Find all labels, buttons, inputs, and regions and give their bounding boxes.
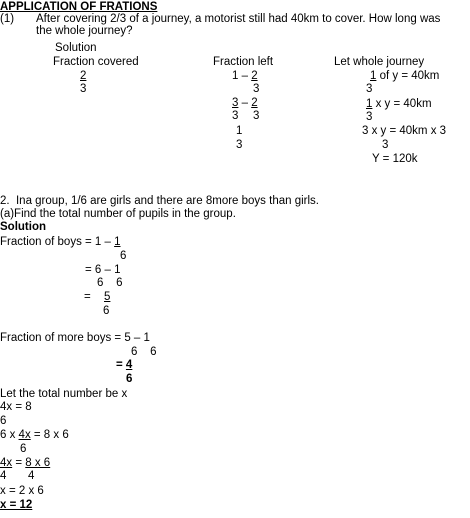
- q2-let-line: Let the total number be x: [0, 388, 128, 400]
- q2-step1-den: 6 6: [97, 277, 123, 289]
- q2-eq3-den-a: 4: [0, 470, 7, 482]
- q2-boys-den: 6: [120, 250, 127, 262]
- q2-eq1: 4x = 8: [0, 401, 32, 413]
- q2-step2-num: 5: [104, 291, 111, 303]
- q1-col1-den: 3: [80, 83, 87, 95]
- q1-col1-head: Fraction covered: [53, 56, 139, 68]
- q1-col2-line2-den-b: 3: [253, 110, 260, 122]
- q2-step2-den: 6: [103, 305, 110, 317]
- q1-col1-num: 2: [80, 70, 87, 82]
- q2-eq3-den-b: 4: [28, 470, 35, 482]
- q2-text: 2. Ina group, 1/6 are girls and there are 8more boys than girls.: [0, 195, 319, 207]
- q2-eq3: 4x = 8 x 6: [0, 457, 51, 469]
- q1-text-line1: After covering 2/3 of a journey, a motorist still had 40km to cover. How long was: [36, 13, 441, 25]
- q2-answer: x = 12: [0, 499, 33, 511]
- q2-step1: = 6 – 1: [85, 264, 121, 276]
- q1-col3-line3-den: 3: [382, 139, 389, 151]
- q2-step2-eq: =: [84, 291, 91, 303]
- q1-solution-label: Solution: [55, 42, 97, 54]
- q1-col3-line2: 1 x y = 40km: [366, 98, 432, 110]
- q1-col2-line2: 3 – 2: [232, 97, 258, 109]
- q1-col2-line1-den: 3: [253, 83, 260, 95]
- q2-solution-label: Solution: [0, 221, 46, 233]
- q1-text-line2: the whole journey?: [36, 25, 133, 37]
- q2-more-result-den: 6: [126, 373, 133, 385]
- q1-col2-line3-num: 1: [236, 125, 243, 137]
- q1-col3-line3: 3 x y = 40km x 3: [362, 125, 447, 137]
- q1-number: (1): [0, 13, 15, 25]
- q1-col3-answer: Y = 120k: [372, 153, 418, 165]
- q2-eq2: 6 x 4x = 8 x 6: [0, 429, 69, 441]
- q2-boys-line: Fraction of boys = 1 – 1: [0, 236, 121, 248]
- q1-col3-line2-den: 3: [366, 111, 373, 123]
- q2-eq2-den: 6: [20, 443, 27, 455]
- q1-col3-head: Let whole journey: [334, 56, 425, 68]
- q2-part-a: (a)Find the total number of pupils in the group.: [0, 208, 236, 220]
- page-title: APPLICATION OF FRATIONS: [0, 1, 158, 13]
- q1-col2-head: Fraction left: [213, 56, 274, 68]
- q1-col3-line1-den: 3: [366, 83, 373, 95]
- q1-col3-line1: 1 of y = 40km: [370, 70, 440, 82]
- q2-eq4: x = 2 x 6: [0, 485, 44, 497]
- q2-more-line: Fraction of more boys = 5 – 1: [0, 332, 150, 344]
- q1-col2-line3-den: 3: [236, 139, 243, 151]
- q2-more-den: 6 6: [131, 346, 157, 358]
- q2-more-result: = 4: [116, 359, 133, 371]
- q1-col2-line1: 1 – 2: [232, 70, 258, 82]
- q1-col2-line2-den-a: 3: [232, 110, 239, 122]
- q2-eq1-den: 6: [0, 415, 7, 427]
